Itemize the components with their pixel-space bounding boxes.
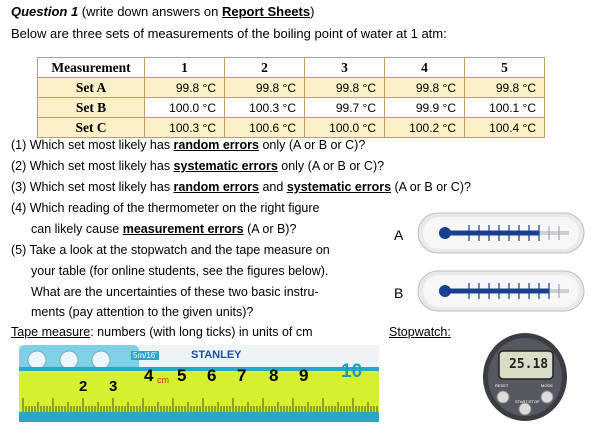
instruction-post: ) xyxy=(310,4,315,19)
q3-key-term-2: systematic errors xyxy=(286,180,392,194)
stopwatch-reading: 25.18 xyxy=(509,357,549,372)
tape-measure-image xyxy=(19,345,379,422)
table-cell: 100.6 °C xyxy=(225,118,305,138)
tape-number: 5 xyxy=(177,366,187,385)
q3-key-term-1: random errors xyxy=(173,180,259,194)
table-cell: 100.3 °C xyxy=(145,118,225,138)
table-cell: 99.9 °C xyxy=(385,98,465,118)
q4-key-term: measurement errors xyxy=(122,222,244,236)
stopwatch-reset-label: RESET xyxy=(495,383,509,388)
tape-number: 9 xyxy=(299,366,309,385)
tape-brand: STANLEY xyxy=(191,349,242,361)
report-sheets-link: Report Sheets xyxy=(221,4,311,19)
question-2 xyxy=(11,159,384,173)
stopwatch-label: Stopwatch: xyxy=(389,325,451,339)
q3-post: (A or B or C)? xyxy=(391,180,471,194)
q4-pre: can likely cause xyxy=(31,222,123,236)
row-label: Set C xyxy=(38,118,145,138)
q1-key-term: random errors xyxy=(173,138,259,152)
table-cell: 100.3 °C xyxy=(225,98,305,118)
tape-number: 10 xyxy=(341,361,363,382)
tape-number: 6 xyxy=(207,366,217,385)
stopwatch-mode-label: MODE xyxy=(541,383,553,388)
table-cell: 99.8 °C xyxy=(225,78,305,98)
table-row xyxy=(38,78,545,98)
question-header xyxy=(11,4,314,19)
tape-number: 4 xyxy=(144,366,154,385)
column-header: 1 xyxy=(145,58,225,78)
question-1 xyxy=(11,138,365,152)
question-5-line-4: ments (pay attention to the given units)? xyxy=(31,305,254,319)
table-corner: Measurement xyxy=(38,58,145,78)
question-5-line-1: (5) Take a look at the stopwatch and the tape measure on xyxy=(11,243,330,257)
table-row xyxy=(38,98,545,118)
tape-measure-caption xyxy=(11,325,313,339)
tape-number: 2 xyxy=(79,378,88,395)
row-label: Set B xyxy=(38,98,145,118)
intro-text: Below are three sets of measurements of the boiling point of water at 1 atm: xyxy=(11,26,447,41)
table-cell: 100.4 °C xyxy=(465,118,545,138)
question-5-line-3: What are the uncertainties of these two basic instru- xyxy=(31,285,319,299)
thermometer-b-image xyxy=(417,270,585,312)
thermometer-label-b: B xyxy=(394,285,404,301)
tape-measure-rest: : numbers (with long ticks) in units of cm xyxy=(90,325,313,339)
q2-post: only (A or B or C)? xyxy=(277,159,385,173)
question-5-line-2: your table (for online students, see the figures below). xyxy=(31,264,329,278)
tape-measure-key: Tape measure xyxy=(11,325,91,339)
table-cell: 100.1 °C xyxy=(465,98,545,118)
tape-unit: cm xyxy=(157,375,169,385)
column-header: 4 xyxy=(385,58,465,78)
q2-key-term: systematic errors xyxy=(173,159,278,173)
table-cell: 100.2 °C xyxy=(385,118,465,138)
stopwatch-graphic xyxy=(481,327,569,423)
instruction-pre: (write down answers on xyxy=(78,4,222,19)
question-4-line-1: (4) Which reading of the thermometer on the right figure xyxy=(11,201,320,215)
question-3 xyxy=(11,180,471,194)
stopwatch-image xyxy=(481,327,569,423)
table-cell: 99.8 °C xyxy=(305,78,385,98)
thermometer-a-image xyxy=(417,212,585,254)
table-cell: 99.8 °C xyxy=(385,78,465,98)
table-cell: 100.0 °C xyxy=(145,98,225,118)
thermometer-label-a: A xyxy=(394,227,404,243)
stopwatch-start-label: START/STOP xyxy=(515,399,540,404)
question-4-line-2 xyxy=(31,222,296,236)
table-header-row xyxy=(38,58,545,78)
stopwatch-caption xyxy=(389,325,451,339)
column-header: 5 xyxy=(465,58,545,78)
q3-mid: and xyxy=(259,180,287,194)
table-cell: 99.8 °C xyxy=(145,78,225,98)
tape-number: 8 xyxy=(269,366,279,385)
q1-pre: (1) Which set most likely has xyxy=(11,138,174,152)
column-header: 2 xyxy=(225,58,305,78)
q4-post: (A or B)? xyxy=(243,222,297,236)
q2-pre: (2) Which set most likely has xyxy=(11,159,174,173)
measurements-table xyxy=(37,57,545,138)
tape-number: 7 xyxy=(237,366,247,385)
q3-pre: (3) Which set most likely has xyxy=(11,180,174,194)
table-cell: 99.8 °C xyxy=(465,78,545,98)
question-label: Question 1 xyxy=(11,4,79,19)
row-label: Set A xyxy=(38,78,145,98)
table-cell: 100.0 °C xyxy=(305,118,385,138)
table-row xyxy=(38,118,545,138)
column-header: 3 xyxy=(305,58,385,78)
tape-size-badge: 5m/16' xyxy=(133,351,157,360)
tape-number: 3 xyxy=(109,378,118,395)
table-cell: 99.7 °C xyxy=(305,98,385,118)
q1-post: only (A or B or C)? xyxy=(259,138,366,152)
